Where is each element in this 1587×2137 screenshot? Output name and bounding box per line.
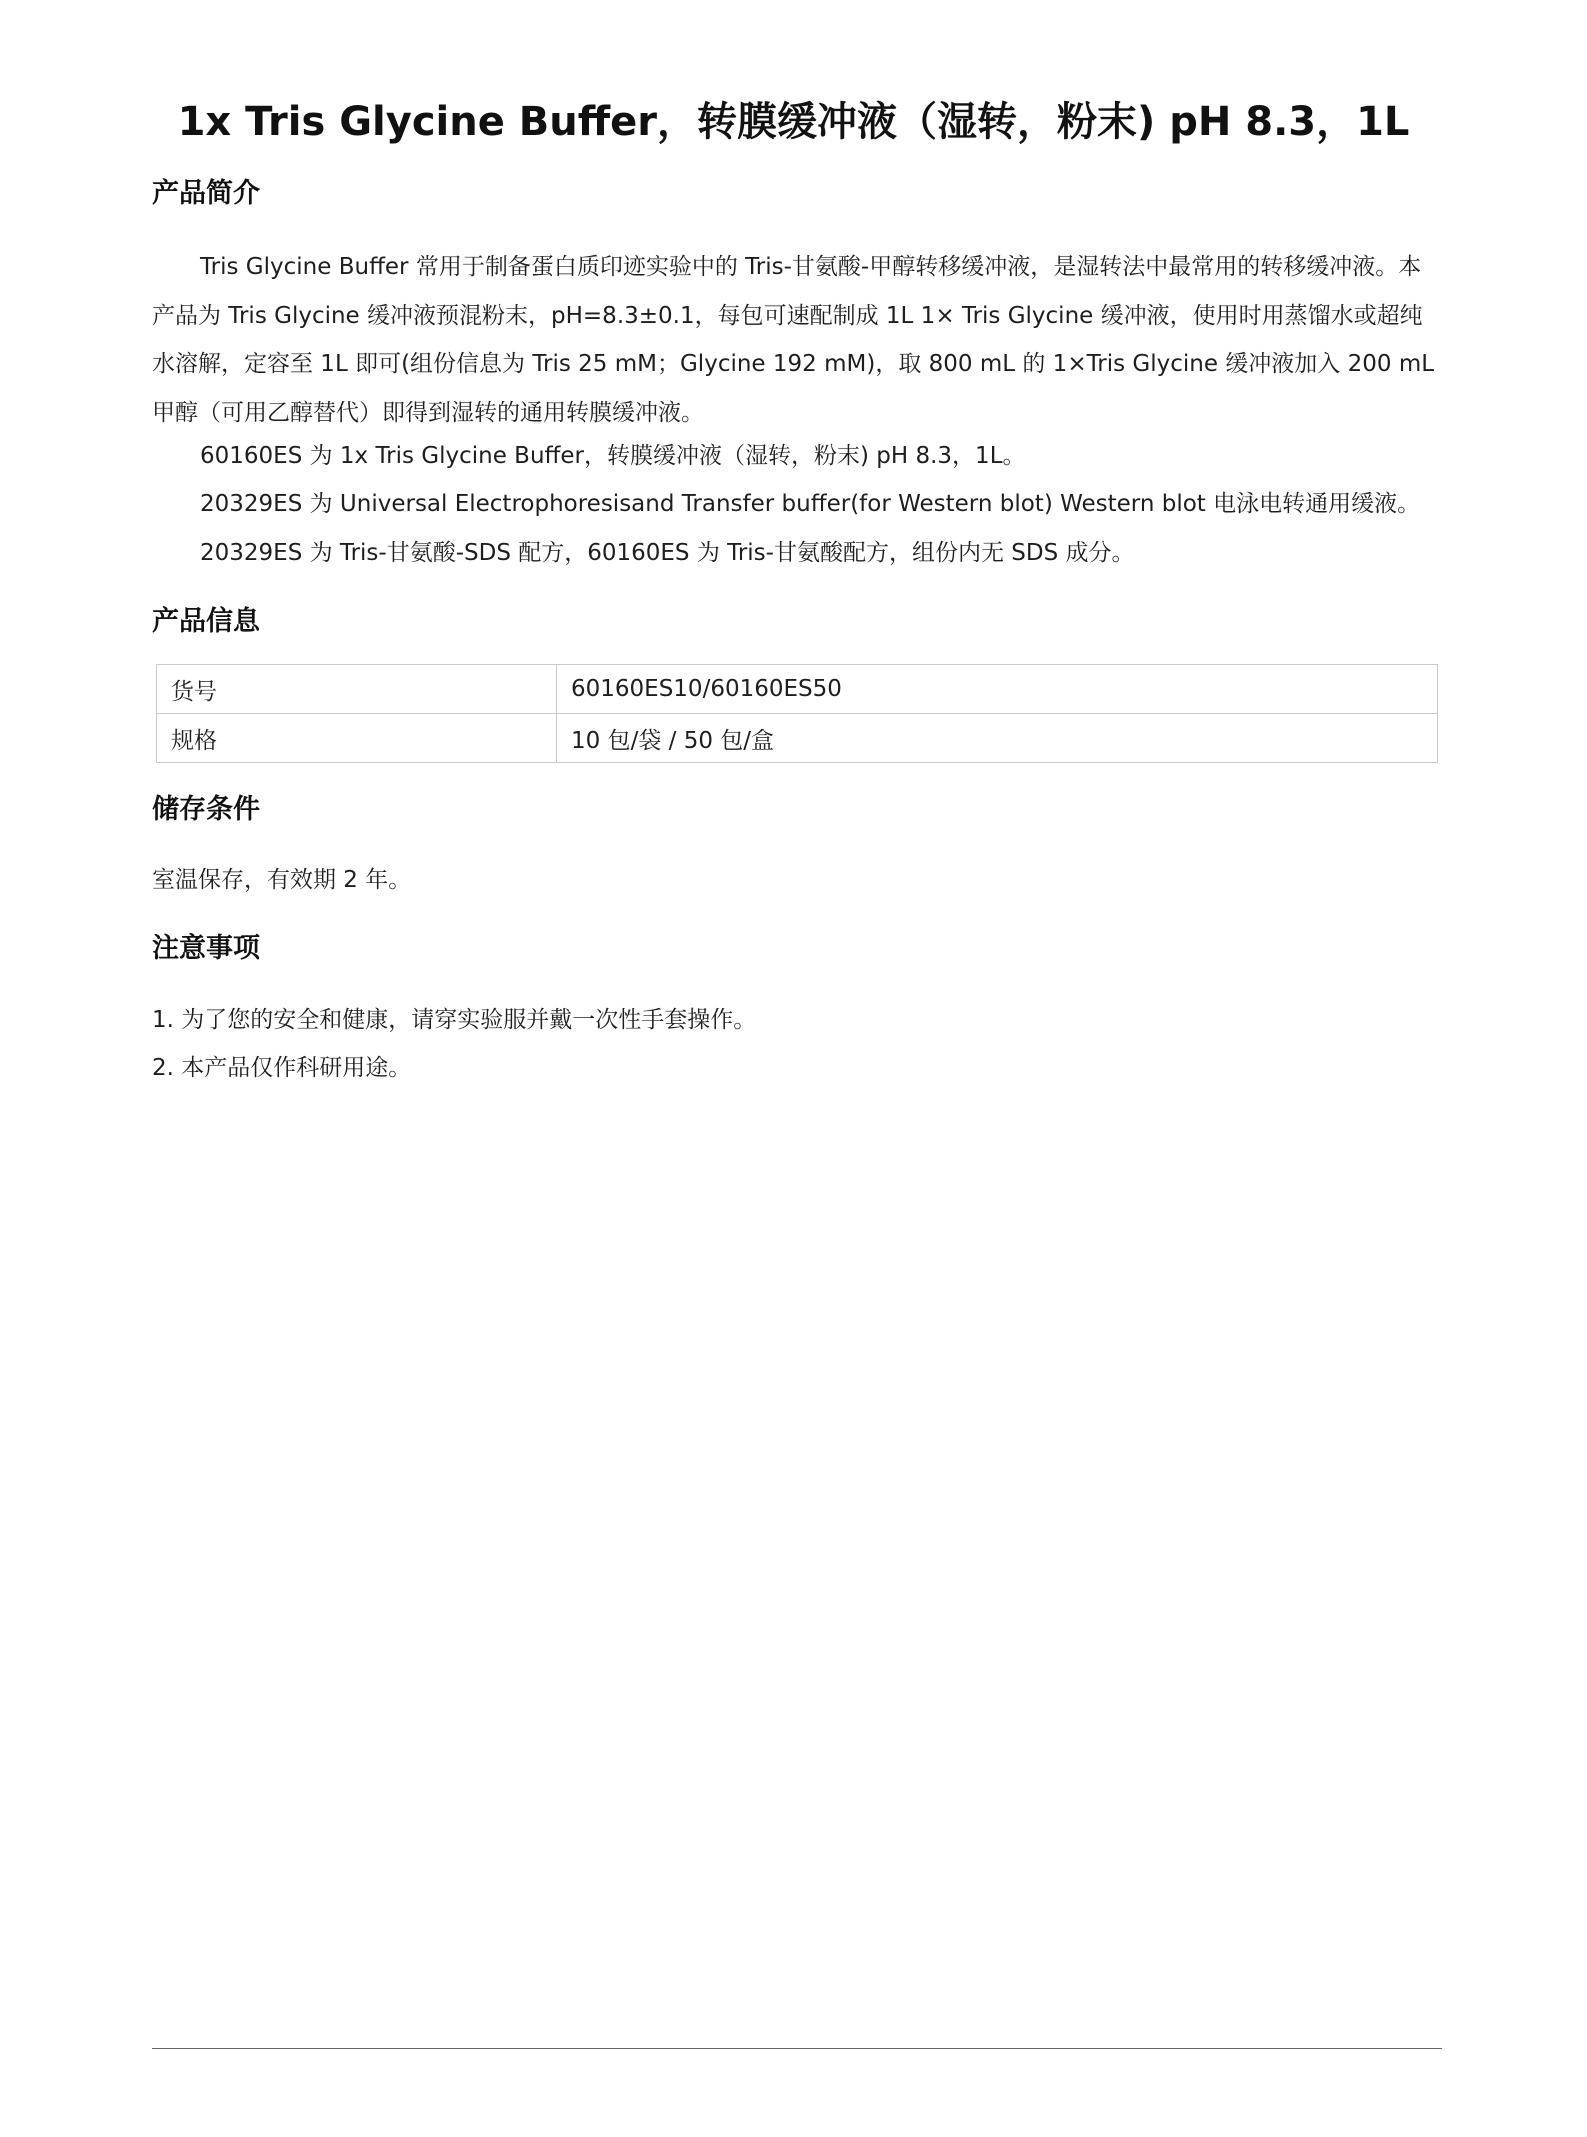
table-cell-value: 60160ES10/60160ES50 bbox=[557, 665, 1438, 714]
intro-line-60160es: 60160ES 为 1x Tris Glycine Buffer，转膜缓冲液（湿转，粉末) pH 8.3，1L。 bbox=[200, 443, 1026, 469]
intro-paragraph bbox=[152, 243, 1442, 437]
table-cell-value: 10 包/袋 / 50 包/盒 bbox=[557, 714, 1438, 763]
intro-line-20329es: 20329ES 为 Universal Electrophoresisand Transfer buffer(for Western blot) Western blot 电泳电转通用缓液。 bbox=[200, 491, 1421, 517]
footer-divider bbox=[152, 2048, 1442, 2049]
storage-text: 室温保存，有效期 2 年。 bbox=[152, 867, 412, 893]
notes-heading: 注意事项 bbox=[152, 933, 260, 964]
table-row bbox=[157, 665, 1438, 714]
notes-item-2: 2. 本产品仅作科研用途。 bbox=[152, 1055, 412, 1081]
document-title: 1x Tris Glycine Buffer，转膜缓冲液（湿转，粉末) pH 8.3，1L bbox=[177, 99, 1410, 145]
table-cell-label: 货号 bbox=[157, 665, 557, 714]
product-info-table bbox=[156, 664, 1438, 763]
table-cell-label: 规格 bbox=[157, 714, 557, 763]
intro-line-formula: 20329ES 为 Tris-甘氨酸-SDS 配方，60160ES 为 Tris-甘氨酸配方，组份内无 SDS 成分。 bbox=[200, 540, 1135, 566]
intro-heading: 产品简介 bbox=[152, 178, 260, 209]
notes-item-1: 1. 为了您的安全和健康，请穿实验服并戴一次性手套操作。 bbox=[152, 1007, 757, 1033]
intro-paragraph-text: Tris Glycine Buffer 常用于制备蛋白质印迹实验中的 Tris-甘氨酸-甲醇转移缓冲液，是湿转法中最常用的转移缓冲液。本产品为 Tris Glycine 缓冲液预混粉末，pH=8.3±0.1，每包可速配制成 1L 1× Tris Glycine 缓冲液，使用时用蒸馏水或超纯水溶解，定容至 1L 即可(组份信息为 Tris 25 mM；Glycine 192 mM)，取 800 mL 的 1×Tris Glycine 缓冲液加入 200 mL 甲醇（可用乙醇替代）即得到湿转的通用转膜缓冲液。 bbox=[152, 254, 1435, 426]
product-info-heading: 产品信息 bbox=[152, 606, 260, 637]
table-row bbox=[157, 714, 1438, 763]
storage-heading: 储存条件 bbox=[152, 794, 260, 825]
